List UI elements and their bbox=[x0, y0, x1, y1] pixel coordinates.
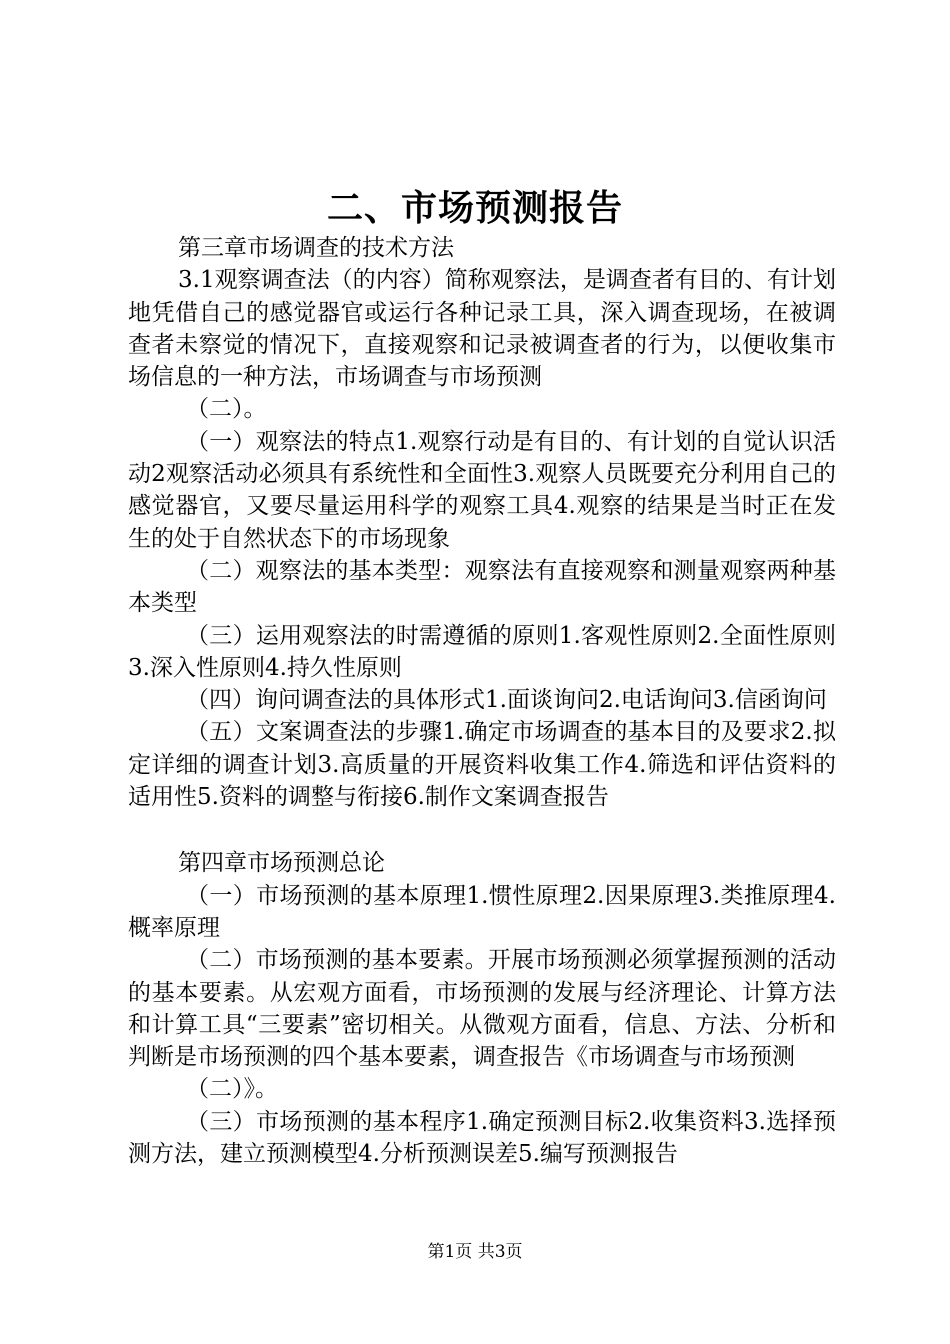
document-body bbox=[128, 232, 836, 1170]
chapter3-paragraph-5: （三）运用观察法的时需遵循的原则1.客观性原则2.全面性原则3.深入性原则4.持久性原则 bbox=[128, 622, 836, 681]
chapter3-paragraph-6: （四）询问调查法的具体形式1.面谈询问2.电话询问3.信函询问 bbox=[186, 687, 827, 714]
chapter3-paragraph-1: 3.1观察调查法（的内容）简称观察法，是调查者有目的、有计划地凭借自己的感觉器官或运行各种记录工具，深入调查现场，在被调查者未察觉的情况下，直接观察和记录被调查者的行为，以便收集市场信息的一种方法，市场调查与市场预测 bbox=[128, 267, 836, 391]
chapter4-heading: 第四章市场预测总论 bbox=[178, 850, 385, 877]
document-title: 二、市场预测报告 bbox=[326, 187, 623, 229]
chapter4-paragraph-3: （二）》。 bbox=[186, 1076, 278, 1103]
chapter3-paragraph-2: （二）。 bbox=[186, 396, 267, 423]
page-footer: 第1页 共3页 bbox=[427, 1242, 523, 1262]
chapter3-paragraph-3: （一）观察法的特点1.观察行动是有目的、有计划的自觉认识活动2观察活动必须具有系统性和全面性3.观察人员既要充分利用自己的感觉器官，又要尽量运用科学的观察工具4.观察的结果是当时正在发生的处于自然状态下的市场现象 bbox=[128, 428, 836, 552]
chapter3-paragraph-4: （二）观察法的基本类型：观察法有直接观察和测量观察两种基本类型 bbox=[128, 557, 836, 617]
section-gap bbox=[128, 813, 836, 847]
chapter3-heading: 第三章市场调查的技术方法 bbox=[178, 235, 454, 261]
chapter4-paragraph-4: （三）市场预测的基本程序1.确定预测目标2.收集资料3.选择预测方法，建立预测模型4.分析预测误差5.编写预测报告 bbox=[128, 1108, 836, 1168]
chapter3-paragraph-7: （五）文案调查法的步骤1.确定市场调查的基本目的及要求2.拟定详细的调查计划3.高质量的开展资料收集工作4.筛选和评估资料的适用性5.资料的调整与衔接6.制作文案调查报告 bbox=[128, 719, 836, 811]
chapter4-paragraph-1: （一）市场预测的基本原理1.惯性原理2.因果原理3.类推原理4.概率原理 bbox=[128, 882, 836, 941]
chapter4-paragraph-2: （二）市场预测的基本要素。开展市场预测必须掌握预测的活动的基本要素。从宏观方面看，市场预测的发展与经济理论、计算方法和计算工具“三要素”密切相关。从微观方面看，信息、方法、分析和判断是市场预测的四个基本要素，调查报告《市场调查与市场预测 bbox=[128, 947, 836, 1071]
